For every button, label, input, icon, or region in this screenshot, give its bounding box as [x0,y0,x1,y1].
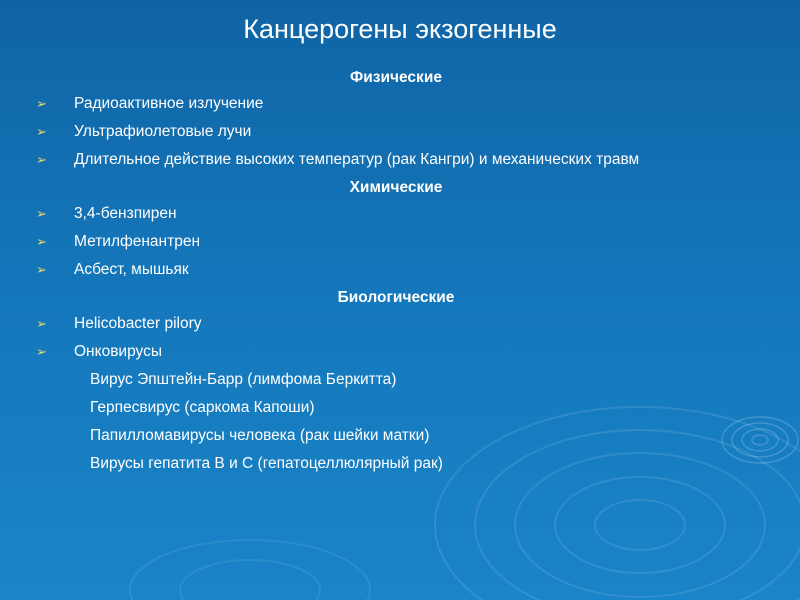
arrowhead-bullet-icon: ➢ [36,316,47,331]
list-item: ➢ Helicobacter pilory [36,315,202,332]
arrowhead-bullet-icon: ➢ [36,96,47,111]
ripple-left [130,540,370,600]
biological-list [36,314,756,362]
virus-subitem: Вирус Эпштейн-Барр (лимфома Беркитта) [90,371,397,388]
list-item: ➢ Длительное действие высоких температур (рак Кангри) и механических травм [36,151,640,168]
list-item: ➢ Ультрафиолетовые лучи [36,123,252,140]
list-item: ➢ Онковирусы [36,343,162,360]
chemical-list [36,204,756,280]
virus-subitem: Вирусы гепатита В и С (гепатоцеллюлярный рак) [90,455,443,472]
section-heading-physical: Физические [350,69,442,86]
slide-content [36,68,756,482]
virus-subitem: Герпесвирус (саркома Капоши) [90,399,315,416]
list-item: ➢ 3,4-бензпирен [36,205,177,222]
arrowhead-bullet-icon: ➢ [36,234,47,249]
physical-list [36,94,756,170]
arrowhead-bullet-icon: ➢ [36,344,47,359]
virus-subitem: Папилломавирусы человека (рак шейки матки) [90,427,430,444]
arrowhead-bullet-icon: ➢ [36,262,47,277]
arrowhead-bullet-icon: ➢ [36,124,47,139]
slide-title: Канцерогены экзогенные [243,14,557,44]
arrowhead-bullet-icon: ➢ [36,206,47,221]
list-item: ➢ Радиоактивное излучение [36,95,264,112]
list-item: ➢ Асбест, мышьяк [36,261,189,278]
arrowhead-bullet-icon: ➢ [36,152,47,167]
list-item: ➢ Метилфенантрен [36,233,201,250]
section-heading-biological: Биологические [337,289,455,306]
section-heading-chemical: Химические [349,179,443,196]
